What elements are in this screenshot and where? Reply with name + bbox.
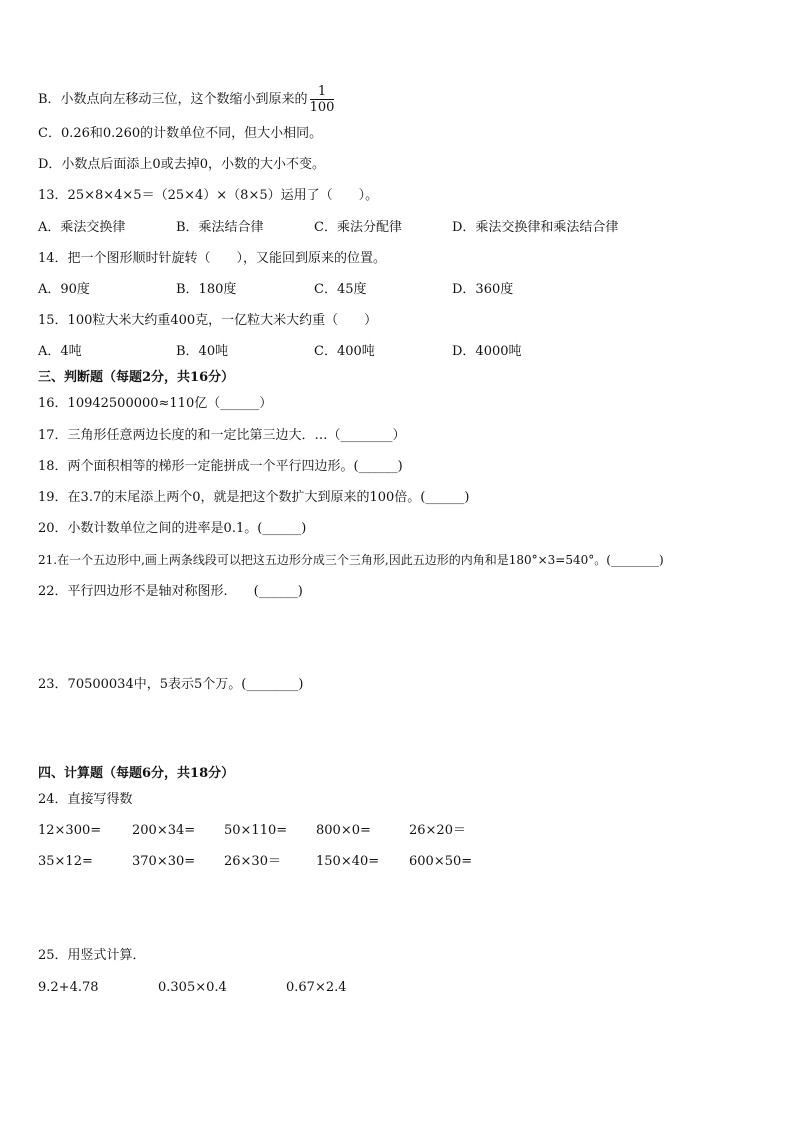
q16: 16．10942500000≈110亿（______） — [38, 396, 273, 411]
q13-option-c: C．乘法分配律 — [314, 220, 402, 235]
fraction-numerator: 1 — [310, 84, 335, 100]
q12-option-c: C．0.26和0.260的计数单位不同，但大小相同。 — [38, 126, 323, 141]
q21: 21.在一个五边形中,画上两条线段可以把这五边形分成三个三角形,因此五边形的内角和是180°×3=540°。(________) — [38, 553, 664, 567]
q15-option-b: B．40吨 — [176, 344, 229, 359]
q25-item: 9.2+4.78 — [38, 980, 99, 995]
q13-option-a: A．乘法交换律 — [38, 220, 126, 235]
q14-option-b: B．180度 — [176, 282, 237, 297]
q24-item: 26×20＝ — [409, 823, 466, 838]
fraction-one-hundredth — [310, 84, 335, 115]
q24-item: 200×34= — [132, 823, 196, 838]
q24-stem: 24．直接写得数 — [38, 792, 133, 807]
q13-stem: 13．25×8×4×5＝（25×4）×（8×5）运用了（ ）。 — [38, 188, 379, 203]
q12-option-b — [38, 84, 334, 115]
section-3-title: 三、判断题（每题2分，共16分） — [38, 370, 235, 385]
q25-stem: 25．用竖式计算． — [38, 948, 146, 963]
q24-item: 35×12= — [38, 854, 93, 869]
q13-option-d: D．乘法交换律和乘法结合律 — [452, 220, 619, 235]
q24-item: 600×50= — [409, 854, 473, 869]
q19: 19．在3.7的末尾添上两个0，就是把这个数扩大到原来的100倍。(______) — [38, 490, 470, 505]
q15-option-c: C．400吨 — [314, 344, 375, 359]
q23: 23．70500034中，5表示5个万。(________) — [38, 677, 304, 692]
q13-option-b: B．乘法结合律 — [176, 220, 264, 235]
q15-option-d: D．4000吨 — [452, 344, 522, 359]
q14-option-a: A．90度 — [38, 282, 90, 297]
q24-item: 50×110= — [224, 823, 288, 838]
q17: 17．三角形任意两边长度的和一定比第三边大．…（________） — [38, 428, 406, 443]
q15-option-a: A．4吨 — [38, 344, 82, 359]
q20: 20．小数计数单位之间的进率是0.1。(______) — [38, 521, 307, 536]
q14-stem: 14．把一个图形顺时针旋转（ ），又能回到原来的位置。 — [38, 251, 387, 266]
q12-option-d: D．小数点后面添上0或去掉0，小数的大小不变。 — [38, 157, 325, 172]
q18: 18．两个面积相等的梯形一定能拼成一个平行四边形。(______) — [38, 459, 403, 474]
q24-item: 800×0= — [316, 823, 371, 838]
q24-item: 12×300= — [38, 823, 102, 838]
q24-item: 150×40= — [316, 854, 380, 869]
q12-option-b-text: B．小数点向左移动三位，这个数缩小到原来的 — [38, 92, 308, 107]
q24-item: 370×30= — [132, 854, 196, 869]
q14-option-d: D．360度 — [452, 282, 514, 297]
fraction-denominator: 100 — [309, 100, 335, 115]
section-4-title: 四、计算题（每题6分，共18分） — [38, 766, 235, 781]
q22: 22．平行四边形不是轴对称图形. (______) — [38, 584, 303, 599]
q15-stem: 15．100粒大米大约重400克，一亿粒大米大约重（ ） — [38, 313, 378, 328]
q24-item: 26×30＝ — [224, 854, 281, 869]
q25-item: 0.305×0.4 — [158, 980, 227, 995]
q25-item: 0.67×2.4 — [286, 980, 347, 995]
q14-option-c: C．45度 — [314, 282, 367, 297]
